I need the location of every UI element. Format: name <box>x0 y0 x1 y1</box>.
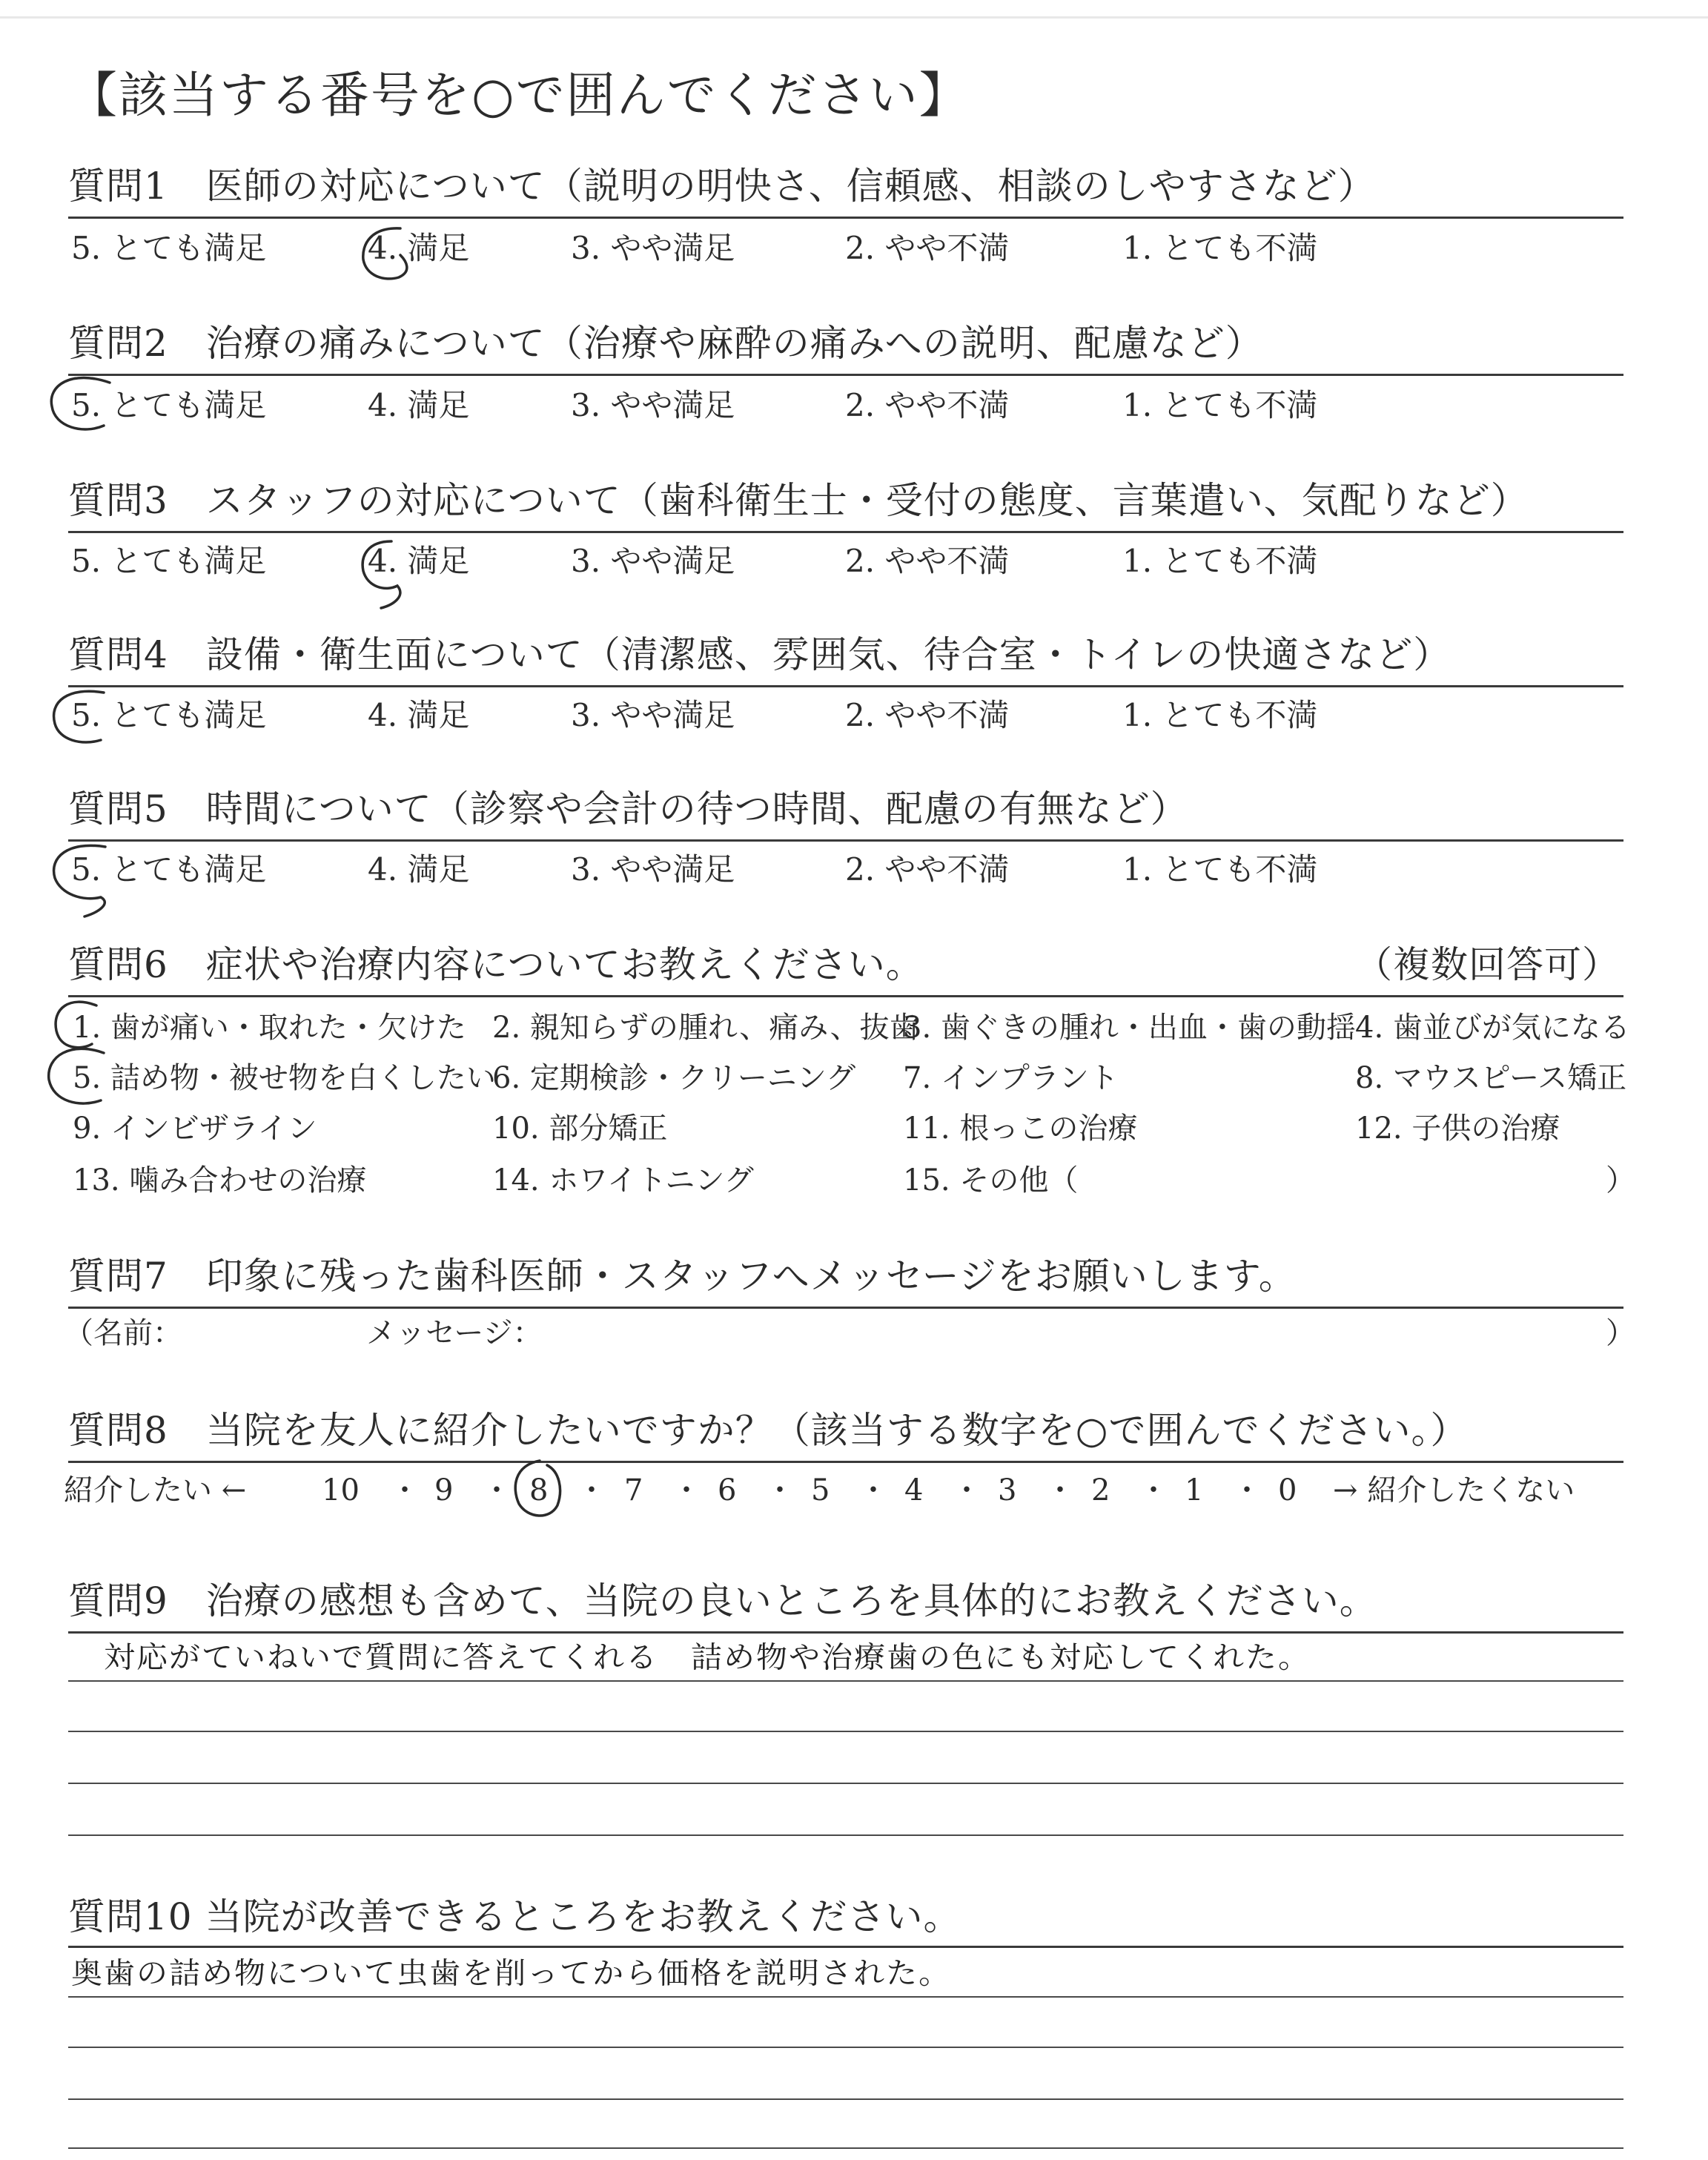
q6-item-4[interactable]: 4. 歯並びが気になる <box>1355 1011 1630 1045</box>
q8-score-10[interactable]: 10 <box>322 1473 360 1507</box>
q7-message-label: メッセージ： <box>366 1316 543 1350</box>
q6-item-2[interactable]: 2. 親知らずの腫れ、痛み、抜歯 <box>492 1011 919 1045</box>
q5-option-1[interactable]: 1. とても不満 <box>1122 851 1318 888</box>
q8-sep: ・ <box>858 1473 888 1507</box>
q6-note: （複数回答可） <box>1355 943 1620 986</box>
q1-option-4[interactable]: 4. 満足 <box>368 230 470 266</box>
q1-title: 質問1 医師の対応について（説明の明快さ、信頼感、相談のしやすさなど） <box>68 165 1376 208</box>
q6-rule <box>68 995 1623 997</box>
q8-sep: ・ <box>1045 1473 1075 1507</box>
q6-item-14[interactable]: 14. ホワイトニング <box>492 1163 754 1198</box>
q4-option-3[interactable]: 3. やや満足 <box>571 697 735 733</box>
q9-handwritten-answer: 対応がていねいで質問に答えてくれる 詰め物や治療歯の色にも対応してくれた。 <box>104 1639 1311 1674</box>
q5-option-5[interactable]: 5. とても満足 <box>71 851 267 888</box>
q10-rule <box>68 1946 1623 1948</box>
q3-option-2[interactable]: 2. やや不満 <box>845 543 1010 579</box>
q6-item-11[interactable]: 11. 根っこの治療 <box>903 1112 1138 1146</box>
q8-sep: ・ <box>577 1473 606 1507</box>
q5-title: 質問5 時間について（診察や会計の待つ時間、配慮の有無など） <box>68 787 1188 830</box>
q1-rule <box>68 217 1623 219</box>
q4-option-1[interactable]: 1. とても不満 <box>1122 697 1318 733</box>
q4-option-5[interactable]: 5. とても満足 <box>71 697 267 733</box>
q8-sep: ・ <box>1139 1473 1168 1507</box>
q10-answer-line <box>68 2098 1623 2100</box>
q2-option-4[interactable]: 4. 満足 <box>368 387 470 423</box>
q8-sep: ・ <box>1232 1473 1262 1507</box>
form-heading: 【該当する番号を○で囲んでください】 <box>68 67 970 124</box>
q7-rule <box>68 1307 1623 1309</box>
page-top-edge <box>0 16 1708 19</box>
q8-right-label: → 紹介したくない <box>1333 1473 1575 1507</box>
q3-option-1[interactable]: 1. とても不満 <box>1122 543 1318 579</box>
q8-rule <box>68 1461 1623 1463</box>
q6-item-6[interactable]: 6. 定期検診・クリーニング <box>492 1061 856 1095</box>
q3-rule <box>68 531 1623 533</box>
q6-item-3[interactable]: 3. 歯ぐきの腫れ・出血・歯の動揺 <box>903 1011 1356 1045</box>
q2-title: 質問2 治療の痛みについて（治療や麻酔の痛みへの説明、配慮など） <box>68 322 1263 365</box>
q7-title: 質問7 印象に残った歯科医師・スタッフへメッセージをお願いします。 <box>68 1255 1297 1298</box>
q8-sep: ・ <box>765 1473 795 1507</box>
q6-item-7[interactable]: 7. インプラント <box>903 1061 1119 1095</box>
q6-item-8[interactable]: 8. マウスピース矯正 <box>1355 1061 1627 1095</box>
q9-answer-line <box>68 1731 1623 1732</box>
q9-answer-line <box>68 1680 1623 1682</box>
q8-score-8[interactable]: 8 <box>529 1473 549 1507</box>
q8-sep: ・ <box>390 1473 420 1507</box>
q8-score-9[interactable]: 9 <box>434 1473 454 1507</box>
q3-option-3[interactable]: 3. やや満足 <box>571 543 735 579</box>
q6-item-15[interactable]: 15. その他（ <box>903 1163 1079 1198</box>
q4-rule <box>68 685 1623 687</box>
q8-score-2[interactable]: 2 <box>1091 1473 1110 1507</box>
q10-answer-line <box>68 1996 1623 1998</box>
q8-title: 質問8 当院を友人に紹介したいですか？（該当する数字を○で囲んでください。） <box>68 1409 1469 1452</box>
q9-rule <box>68 1631 1623 1634</box>
q2-option-1[interactable]: 1. とても不満 <box>1122 387 1318 423</box>
q1-option-1[interactable]: 1. とても不満 <box>1122 230 1318 266</box>
q5-option-2[interactable]: 2. やや不満 <box>845 851 1010 888</box>
q6-item-5[interactable]: 5. 詰め物・被せ物を白くしたい <box>73 1061 496 1095</box>
q2-option-3[interactable]: 3. やや満足 <box>571 387 735 423</box>
q5-option-3[interactable]: 3. やや満足 <box>571 851 735 888</box>
q8-score-0[interactable]: 0 <box>1278 1473 1297 1507</box>
q10-answer-line <box>68 2047 1623 2048</box>
q9-answer-line <box>68 1834 1623 1836</box>
q9-title: 質問9 治療の感想も含めて、当院の良いところを具体的にお教えください。 <box>68 1579 1377 1622</box>
q8-score-1[interactable]: 1 <box>1185 1473 1204 1507</box>
q8-sep: ・ <box>482 1473 512 1507</box>
q4-title: 質問4 設備・衛生面について（清潔感、雰囲気、待合室・トイレの快適さなど） <box>68 633 1452 676</box>
q5-option-4[interactable]: 4. 満足 <box>368 851 470 888</box>
q2-option-5[interactable]: 5. とても満足 <box>71 387 267 423</box>
q1-option-2[interactable]: 2. やや不満 <box>845 230 1010 266</box>
q6-item-1[interactable]: 1. 歯が痛い・取れた・欠けた <box>73 1011 466 1045</box>
q10-title: 質問10 当院が改善できるところをお教えください。 <box>68 1895 961 1938</box>
q4-option-2[interactable]: 2. やや不満 <box>845 697 1010 733</box>
q6-title: 質問6 症状や治療内容についてお教えください。 <box>68 943 924 986</box>
q8-score-7[interactable]: 7 <box>624 1473 643 1507</box>
q8-score-5[interactable]: 5 <box>811 1473 830 1507</box>
q6-item-12[interactable]: 12. 子供の治療 <box>1355 1112 1560 1146</box>
q6-item-13[interactable]: 13. 噛み合わせの治療 <box>73 1163 367 1198</box>
q8-score-6[interactable]: 6 <box>718 1473 737 1507</box>
q10-handwritten-answer: 奥歯の詰め物について虫歯を削ってから価格を説明された。 <box>71 1955 952 1990</box>
q2-option-2[interactable]: 2. やや不満 <box>845 387 1010 423</box>
q2-rule <box>68 374 1623 376</box>
q8-left-label: 紹介したい ← <box>64 1473 247 1507</box>
q3-option-4[interactable]: 4. 満足 <box>368 543 470 579</box>
q6-other-close-paren: ） <box>1606 1163 1635 1198</box>
q9-answer-line <box>68 1783 1623 1784</box>
q7-name-label: （名前： <box>64 1316 182 1350</box>
q8-sep: ・ <box>952 1473 982 1507</box>
q7-close-paren: ） <box>1606 1316 1635 1350</box>
q8-score-4[interactable]: 4 <box>904 1473 924 1507</box>
q10-answer-line <box>68 2147 1623 2149</box>
q1-option-3[interactable]: 3. やや満足 <box>571 230 735 266</box>
q8-sep: ・ <box>672 1473 701 1507</box>
q6-item-10[interactable]: 10. 部分矯正 <box>492 1112 668 1146</box>
q3-title: 質問3 スタッフの対応について（歯科衛生士・受付の態度、言葉遣い、気配りなど） <box>68 479 1529 522</box>
q1-option-5[interactable]: 5. とても満足 <box>71 230 267 266</box>
q3-option-5[interactable]: 5. とても満足 <box>71 543 267 579</box>
q8-score-3[interactable]: 3 <box>998 1473 1017 1507</box>
q4-option-4[interactable]: 4. 満足 <box>368 697 470 733</box>
q5-rule <box>68 839 1623 842</box>
q6-item-9[interactable]: 9. インビザライン <box>73 1112 317 1146</box>
